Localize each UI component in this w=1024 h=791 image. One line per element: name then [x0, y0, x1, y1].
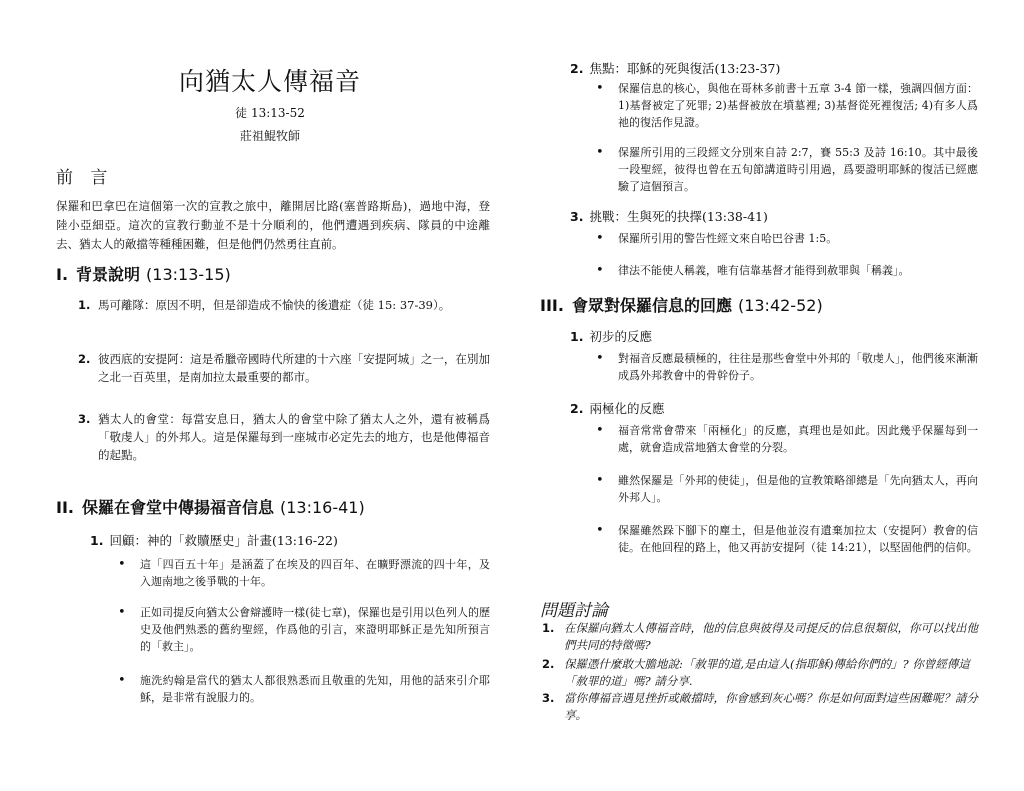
- author: 莊祖鯤牧師: [239, 129, 300, 143]
- section2-title: 保羅在會堂中傳揚福音信息: [81, 498, 274, 517]
- section2-number: II.: [56, 498, 74, 517]
- section3-ref: (13:42-52): [737, 296, 823, 315]
- section1-number: I.: [56, 265, 69, 284]
- bullet-item: [596, 472, 978, 508]
- section2-ref: (13:16-41): [280, 498, 365, 517]
- bullet-item: [596, 522, 978, 576]
- bullet-item: [596, 350, 978, 386]
- question-text: 保羅憑什麼敢大膽地說:「赦罪的道,是由這人(指耶穌)傳給你們的」? 你曾經傳這「赦罪的道」嗎? 請分享.: [564, 657, 970, 688]
- list-item-text: 彼西底的安提阿：這是希臘帝國時代所建的十六座「安提阿城」之一，在別加之北一百英里，是南加拉太最重要的都市。: [98, 352, 490, 384]
- bullet-icon: •: [596, 351, 604, 366]
- bullet-icon: •: [596, 231, 604, 246]
- subsection-heading: [570, 60, 780, 78]
- bullet-item: [118, 604, 490, 658]
- question-number: 2.: [542, 657, 555, 671]
- section1-ref: (13:13-15): [146, 265, 231, 284]
- bullet-text: 保羅信息的核心，與他在哥林多前書十五章 3-4 節一樣，強調四個方面：1)基督被定了死罪; 2)基督被放在墳墓裡; 3)基督從死裡復活; 4)有多人爲祂的復活作見證。: [618, 82, 978, 129]
- bullet-item: [596, 230, 978, 248]
- bullet-icon: •: [596, 473, 604, 488]
- bullet-text: 施洗約翰是當代的猶太人都很熟悉而且敬重的先知，用他的話來引介耶穌，是非常有說服力的。: [140, 674, 490, 704]
- subsection-heading: [570, 208, 768, 226]
- bullet-item: [118, 672, 490, 708]
- subsection-number: 1.: [90, 533, 104, 548]
- bullet-text: 保羅雖然跺下腳下的塵土，但是他並沒有遺棄加拉太（安提阿）教會的信徒。在他回程的路上，他又再訪安提阿（徒 14:21），以堅固他們的信仰。: [618, 524, 978, 554]
- bullet-item: [596, 422, 978, 458]
- list-item-text: 馬可離隊：原因不明，但是卻造成不愉快的後遺症（徒 15: 37-39）。: [98, 298, 451, 312]
- section1-title: 背景說明: [76, 265, 141, 284]
- bullet-text: 保羅所引用的三段經文分別來自詩 2:7，賽 55:3 及詩 16:10。其中最後一段聖經，彼得也曾在五旬節講道時引用過，爲要證明耶穌的復活已經應驗了這個預言。: [618, 146, 978, 193]
- bullet-icon: •: [596, 81, 604, 96]
- discussion-heading: 問題討論: [540, 601, 608, 621]
- question-number: 3.: [542, 691, 555, 705]
- subsection-number: 2.: [570, 401, 584, 416]
- subsection-heading: [90, 532, 338, 550]
- bullet-text: 福音常常會帶來「兩極化」的反應，真理也是如此。因此幾乎保羅每到一處，就會造成當地猶太會堂的分裂。: [618, 424, 978, 454]
- subsection-heading: [570, 328, 652, 346]
- bullet-text: 保羅所引用的警告性經文來自哈巴谷書 1:5。: [618, 232, 838, 245]
- section1-heading: [56, 262, 231, 285]
- bullet-text: 這「四百五十年」是涵蓋了在埃及的四百年、在曠野漂流的四十年，及入迦南地之後爭戰的十年。: [140, 558, 490, 588]
- discussion-question: [542, 620, 978, 654]
- bullet-item: [596, 144, 978, 196]
- section3-number: III.: [540, 296, 564, 315]
- section3-heading: [540, 293, 823, 316]
- subsection-number: 1.: [570, 329, 584, 344]
- bullet-icon: •: [118, 605, 126, 620]
- list-item: [78, 296, 490, 336]
- list-item: [78, 350, 490, 390]
- intro-heading: 前 言: [56, 168, 114, 188]
- bullet-icon: •: [596, 145, 604, 160]
- subsection-title: 挑戰：生與死的抉擇(13:38-41): [589, 209, 768, 224]
- subsection-title: 回顧：神的「救贖歷史」計畫(13:16-22): [109, 533, 338, 548]
- subsection-title: 兩極化的反應: [589, 401, 665, 416]
- list-item-number: 3.: [78, 412, 91, 426]
- bullet-text: 律法不能使人稱義，唯有信靠基督才能得到赦罪與「稱義」。: [618, 264, 910, 277]
- list-item: [78, 410, 490, 470]
- subsection-title: 焦點：耶穌的死與復活(13:23-37): [589, 61, 781, 76]
- intro-paragraph: 保羅和巴拿巴在這個第一次的宣教之旅中，離開居比路(塞普路斯島)，過地中海，登陸小亞細亞。這次的宣教行動並不是十分順利的，他們遭遇到疾病、隊員的中途離去、猶太人的敵擋等種種困難，但是他們仍然勇往直前。: [56, 199, 490, 251]
- page-title: 向猶太人傳福音: [178, 67, 361, 96]
- bullet-icon: •: [596, 263, 604, 278]
- subsection-number: 2.: [570, 61, 584, 76]
- bullet-item: [596, 80, 978, 132]
- scripture-reference: 徒 13:13-52: [235, 106, 305, 120]
- section2-heading: [56, 495, 365, 518]
- bullet-item: [596, 262, 978, 280]
- discussion-question: [542, 690, 978, 724]
- bullet-text: 雖然保羅是「外邦的使徒」，但是他的宣教策略卻總是「先向猶太人，再向外邦人」。: [618, 474, 978, 504]
- question-number: 1.: [542, 621, 555, 635]
- bullet-icon: •: [596, 423, 604, 438]
- subsection-number: 3.: [570, 209, 584, 224]
- bullet-text: 對福音反應最積極的，往往是那些會堂中外邦的「敬虔人」，他們後來漸漸成爲外邦教會中的骨幹份子。: [618, 352, 978, 382]
- subsection-heading: [570, 400, 664, 418]
- bullet-icon: •: [118, 673, 126, 688]
- bullet-text: 正如司提反向猶太公會辯護時一樣(徒七章)，保羅也是引用以色列人的歷史及他們熟悉的舊約聖經，作爲他的引言，來證明耶穌正是先知所預言的「救主」。: [140, 606, 490, 653]
- section3-title: 會眾對保羅信息的回應: [571, 296, 732, 315]
- bullet-item: [118, 556, 490, 592]
- subsection-title: 初步的反應: [589, 329, 652, 344]
- question-text: 當你傳福音遇見挫折或敵擋時，你會感到灰心嗎？你是如何面對這些困難呢？請分享。: [564, 691, 978, 722]
- list-item-text: 猶太人的會堂：每當安息日，猶太人的會堂中除了猶太人之外，還有被稱爲「敬虔人」的外邦人。這是保羅每到一座城市必定先去的地方，也是他傳福音的起點。: [98, 412, 490, 462]
- bullet-icon: •: [118, 557, 126, 572]
- bullet-icon: •: [596, 523, 604, 538]
- list-item-number: 2.: [78, 352, 91, 366]
- discussion-question: [542, 656, 978, 690]
- question-text: 在保羅向猶太人傳福音時，他的信息與彼得及司提反的信息很類似，你可以找出他們共同的特徵嗎?: [564, 621, 978, 652]
- list-item-number: 1.: [78, 298, 91, 312]
